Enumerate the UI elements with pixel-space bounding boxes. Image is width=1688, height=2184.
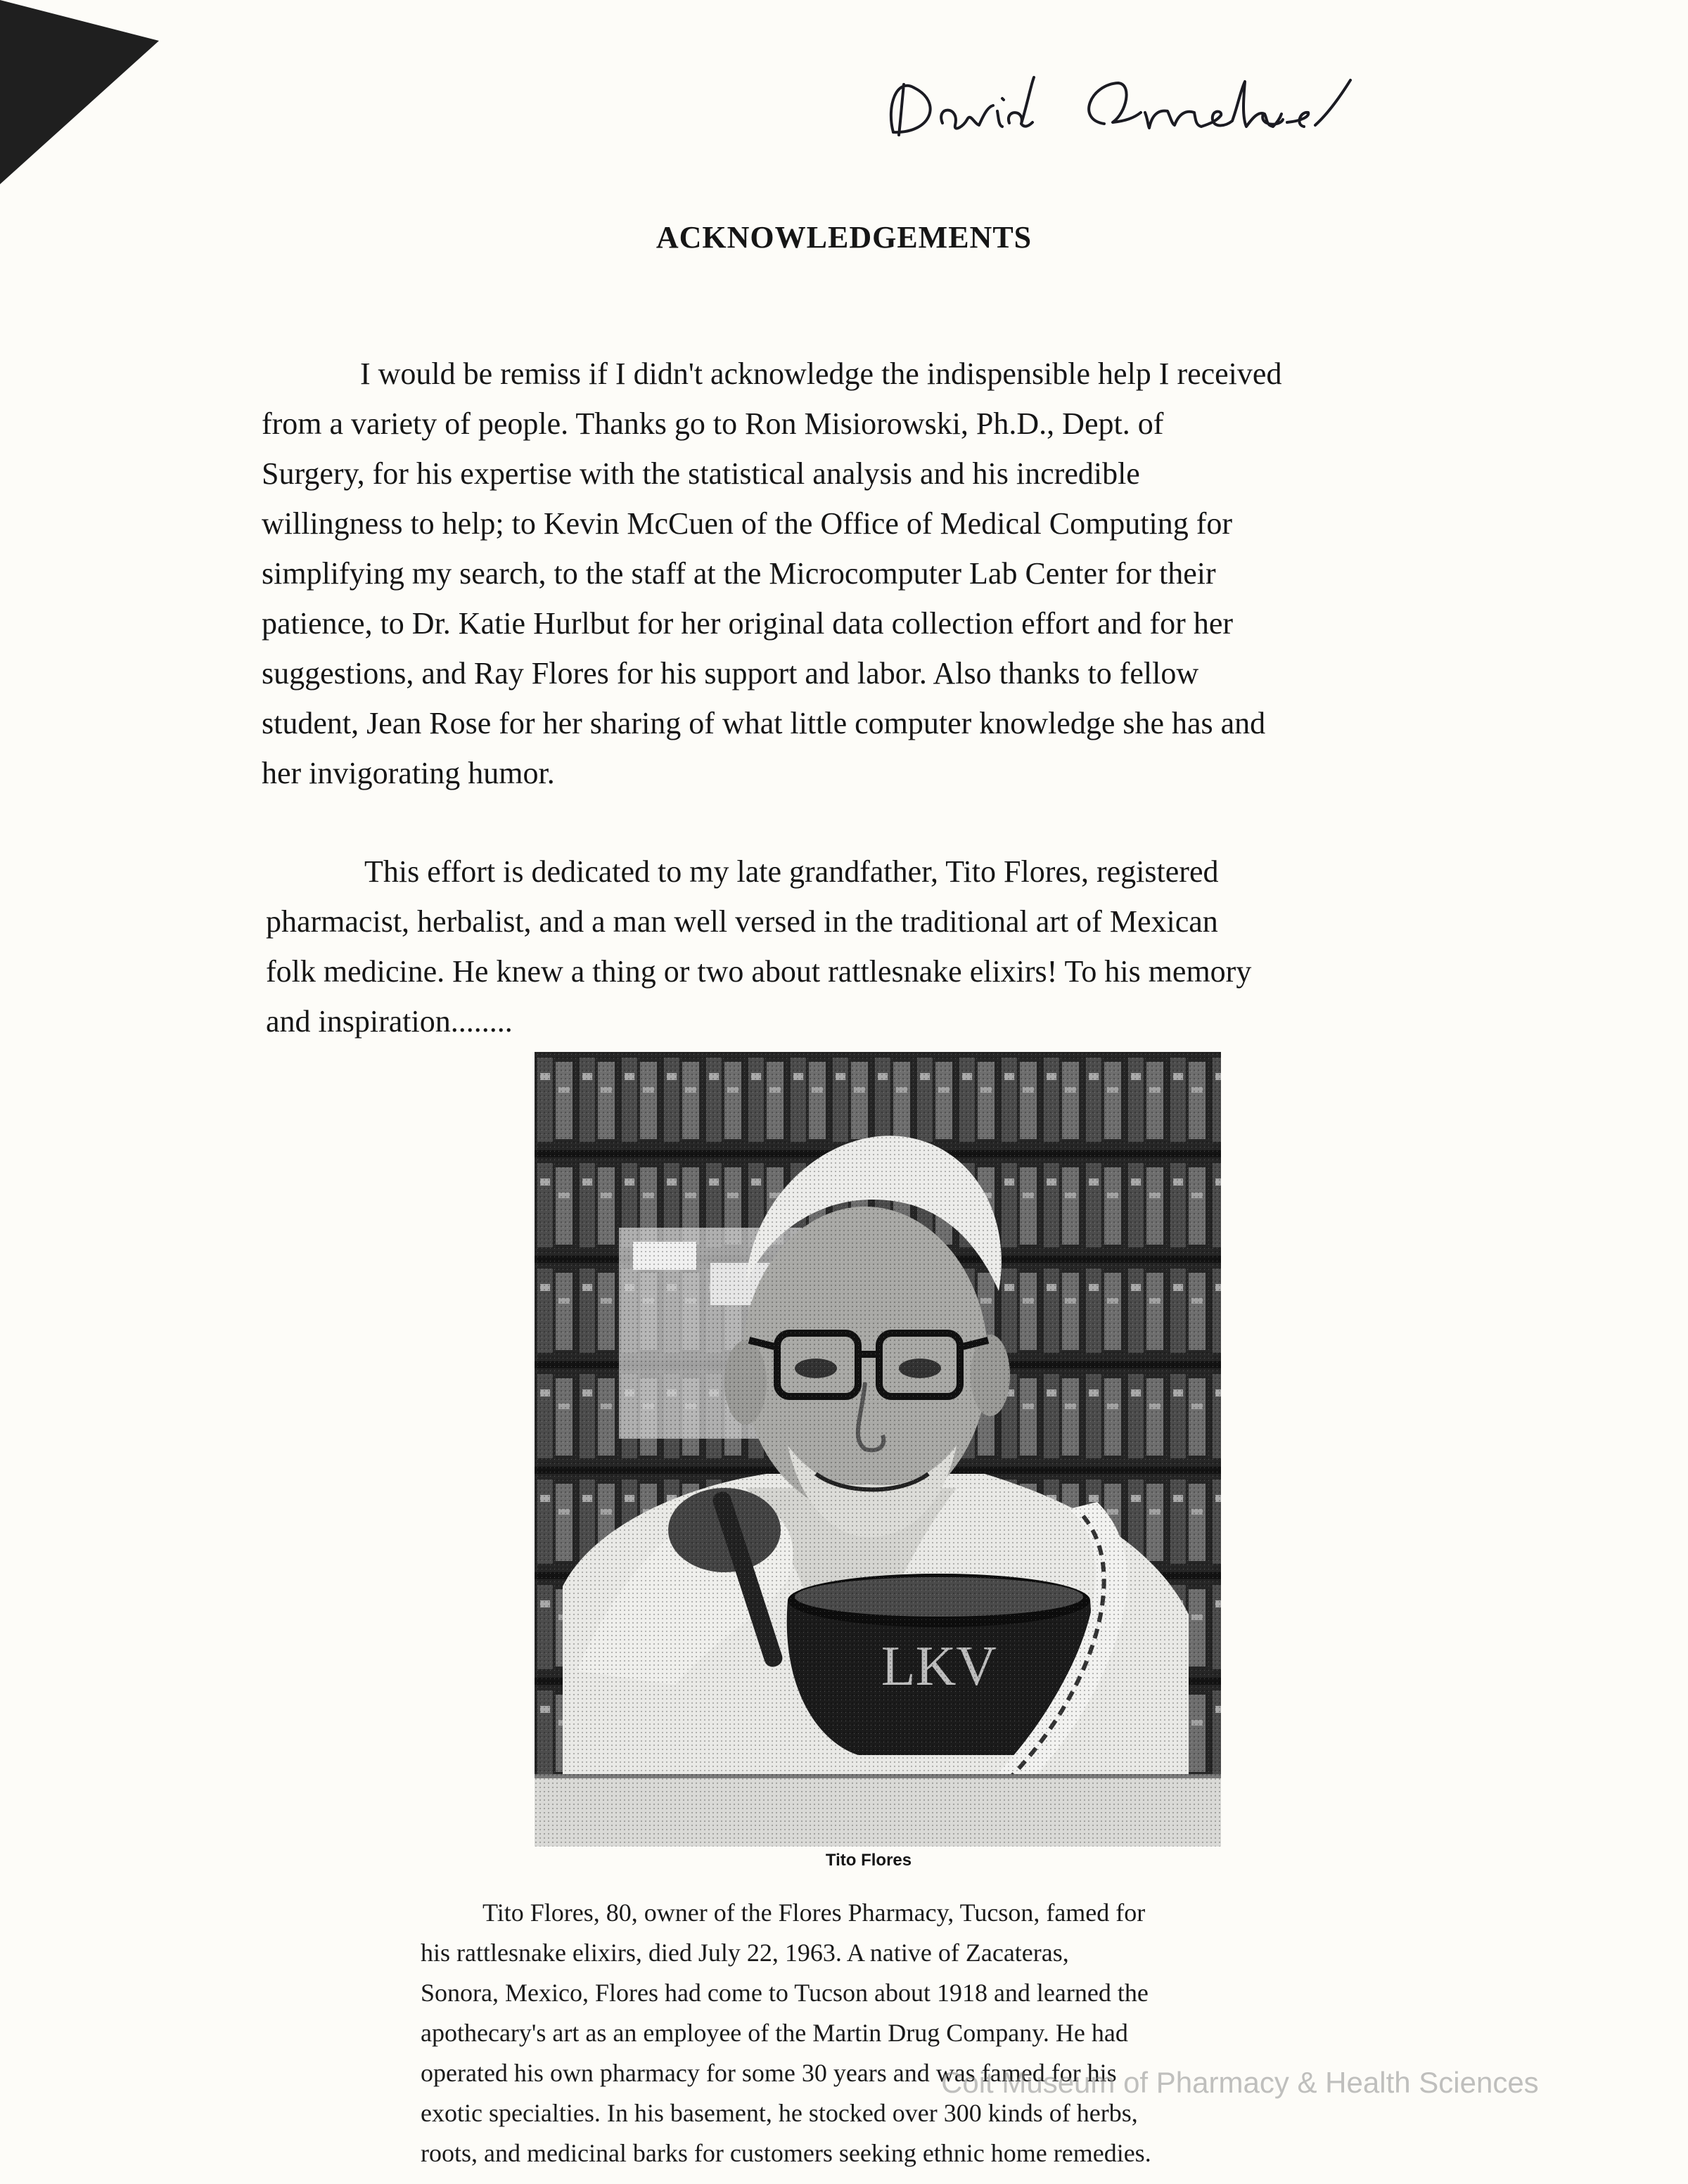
obituary-line: exotic specialties. In his basement, he stocked over 300 kinds of herbs,: [421, 2099, 1138, 2127]
obituary-line: Sonora, Mexico, Flores had come to Tucson about 1918 and learned the: [421, 1979, 1149, 2007]
portrait-photo: [535, 1052, 1221, 1846]
obituary-line: his rattlesnake elixirs, died July 22, 1963. A native of Zacateras,: [421, 1939, 1069, 1967]
obituary-line: roots, and medicinal barks for customers seeking ethnic home remedies.: [421, 2139, 1151, 2167]
paragraph-line: folk medicine. He knew a thing or two about rattlesnake elixirs! To his memory: [266, 954, 1252, 989]
paragraph-line: student, Jean Rose for her sharing of what little computer knowledge she has and: [262, 706, 1266, 740]
paragraph-line: patience, to Dr. Katie Hurlbut for her original data collection effort and for her: [262, 606, 1233, 641]
paragraph-line: willingness to help; to Kevin McCuen of the Office of Medical Computing for: [262, 506, 1233, 541]
paragraph-line: pharmacist, herbalist, and a man well versed in the traditional art of Mexican: [266, 904, 1218, 939]
obituary-line: apothecary's art as an employee of the Martin Drug Company. He had: [421, 2019, 1128, 2047]
obituary-line: operated his own pharmacy for some 30 years and was famed for his: [421, 2059, 1117, 2087]
museum-watermark: Coit Museum of Pharmacy & Health Sciences: [941, 2066, 1539, 2099]
acknowledgement-paragraph: [262, 349, 1457, 798]
obituary-line: Tito Flores, 80, owner of the Flores Pharmacy, Tucson, famed for: [482, 1899, 1146, 1927]
paragraph-line: suggestions, and Ray Flores for his support and labor. Also thanks to fellow: [262, 656, 1199, 690]
page-title: ACKNOWLEDGEMENTS: [656, 220, 1032, 255]
paragraph-line: This effort is dedicated to my late grandfather, Tito Flores, registered: [364, 854, 1219, 889]
corner-tab-mark: [0, 0, 162, 190]
paragraph-line: from a variety of people. Thanks go to Ron Misiorowski, Ph.D., Dept. of: [262, 406, 1164, 441]
paragraph-line: and inspiration........: [266, 1004, 513, 1039]
paragraph-line: simplifying my search, to the staff at the Microcomputer Lab Center for their: [262, 556, 1216, 591]
photo-caption: Tito Flores: [825, 1851, 912, 1870]
paragraph-line: I would be remiss if I didn't acknowledge the indispensible help I received: [360, 356, 1282, 391]
dedication-paragraph: [266, 847, 1462, 1046]
obituary-text: [421, 1893, 1370, 2173]
paragraph-line: her invigorating humor.: [262, 756, 555, 790]
paragraph-line: Surgery, for his expertise with the statistical analysis and his incredible: [262, 456, 1140, 491]
